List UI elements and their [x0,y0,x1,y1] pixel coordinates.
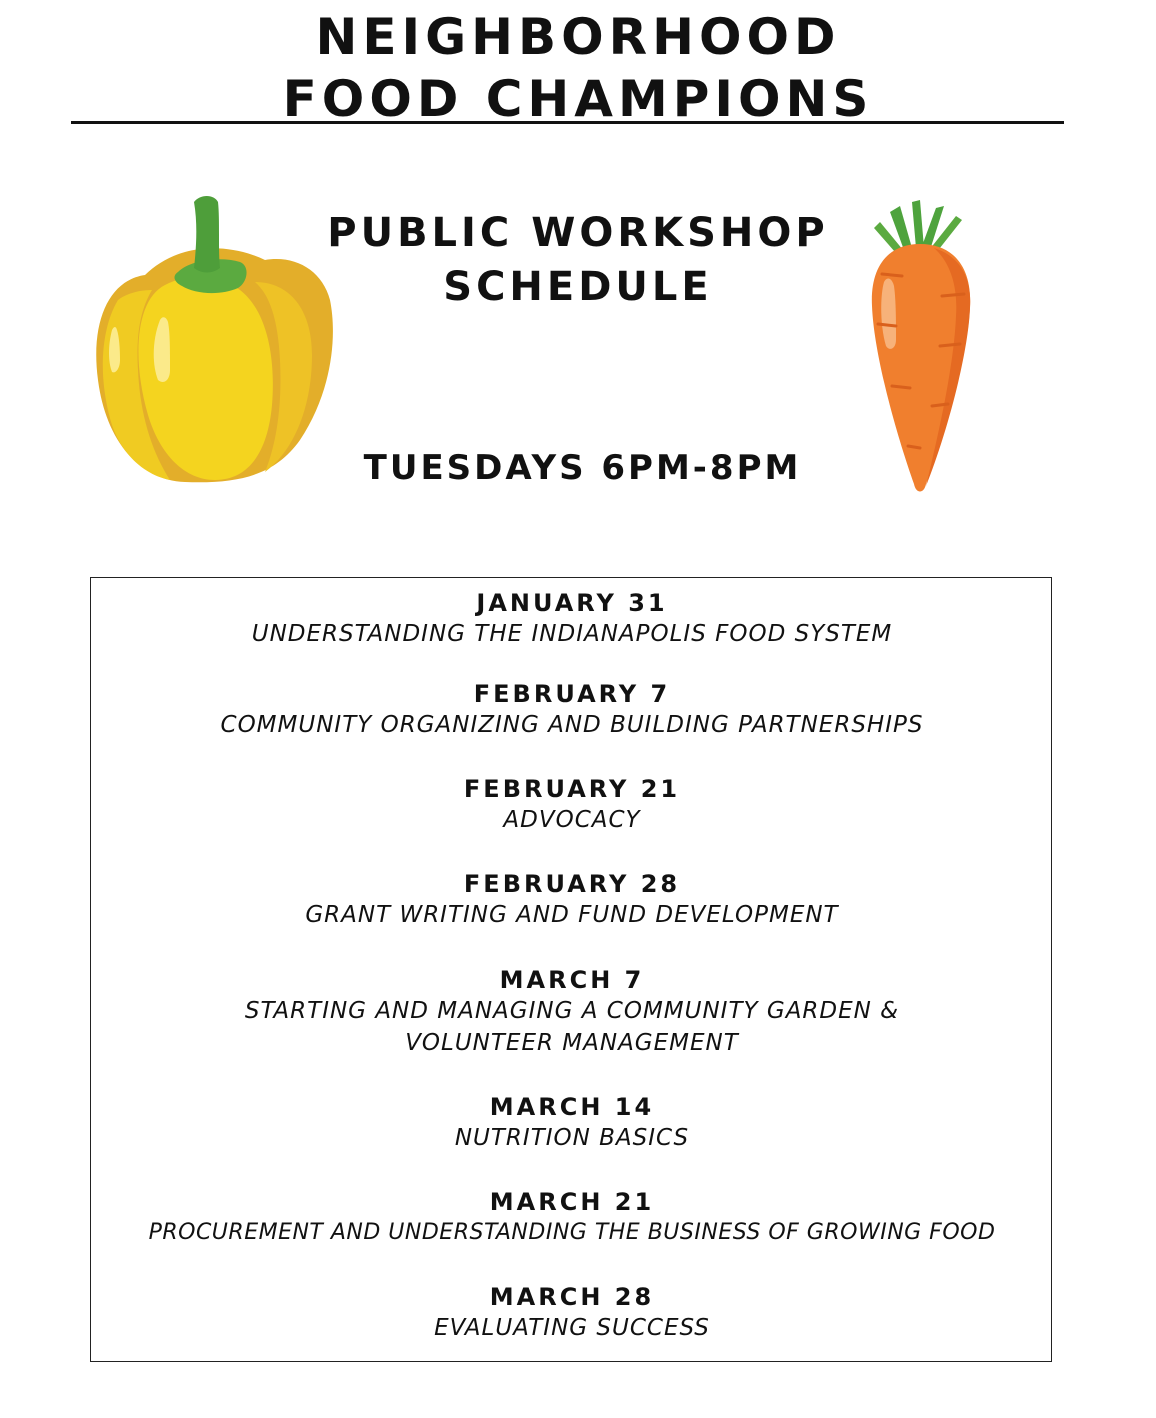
session-date: MARCH 28 [489,1283,655,1311]
schedule-entry [91,1092,1053,1154]
workshop-heading-line-1: PUBLIC WORKSHOP [327,210,829,256]
schedule-entry [91,774,1053,836]
session-topic: EVALUATING SUCCESS [434,1315,710,1341]
session-topic: NUTRITION BASICS [454,1125,690,1151]
workshop-heading-line-2: SCHEDULE [443,264,713,310]
schedule-entry [91,965,1053,1059]
session-topic: UNDERSTANDING THE INDIANAPOLIS FOOD SYSTEM [251,621,893,647]
session-topic: STARTING AND MANAGING A COMMUNITY GARDEN & VOLUNTEER MANAGEMENT [244,998,900,1056]
title-line-2: FOOD CHAMPIONS [282,70,874,128]
schedule-box [90,577,1052,1362]
session-date: FEBRUARY 21 [463,775,681,803]
session-topic: COMMUNITY ORGANIZING AND BUILDING PARTNERSHIPS [220,712,924,738]
schedule-entry [91,588,1053,650]
session-date: JANUARY 31 [476,589,668,617]
session-date: FEBRUARY 7 [473,680,671,708]
schedule-entry [91,1187,1053,1249]
page-title [0,6,1156,130]
schedule-entry [91,679,1053,741]
meeting-time: TUESDAYS 6PM-8PM [363,448,802,488]
session-date: MARCH 21 [489,1188,655,1216]
title-divider [71,121,1064,124]
title-line-1: NEIGHBORHOOD [315,8,841,66]
session-date: MARCH 7 [499,966,645,994]
schedule-entry [91,869,1053,931]
schedule-entry [91,1282,1053,1344]
session-topic: PROCUREMENT AND UNDERSTANDING THE BUSINESS OF GROWING FOOD [148,1220,996,1245]
session-date: FEBRUARY 28 [463,870,681,898]
session-date: MARCH 14 [489,1093,655,1121]
workshop-heading [300,206,856,314]
session-topic: GRANT WRITING AND FUND DEVELOPMENT [305,902,839,928]
session-topic: ADVOCACY [503,807,641,833]
carrot-icon [862,196,978,498]
